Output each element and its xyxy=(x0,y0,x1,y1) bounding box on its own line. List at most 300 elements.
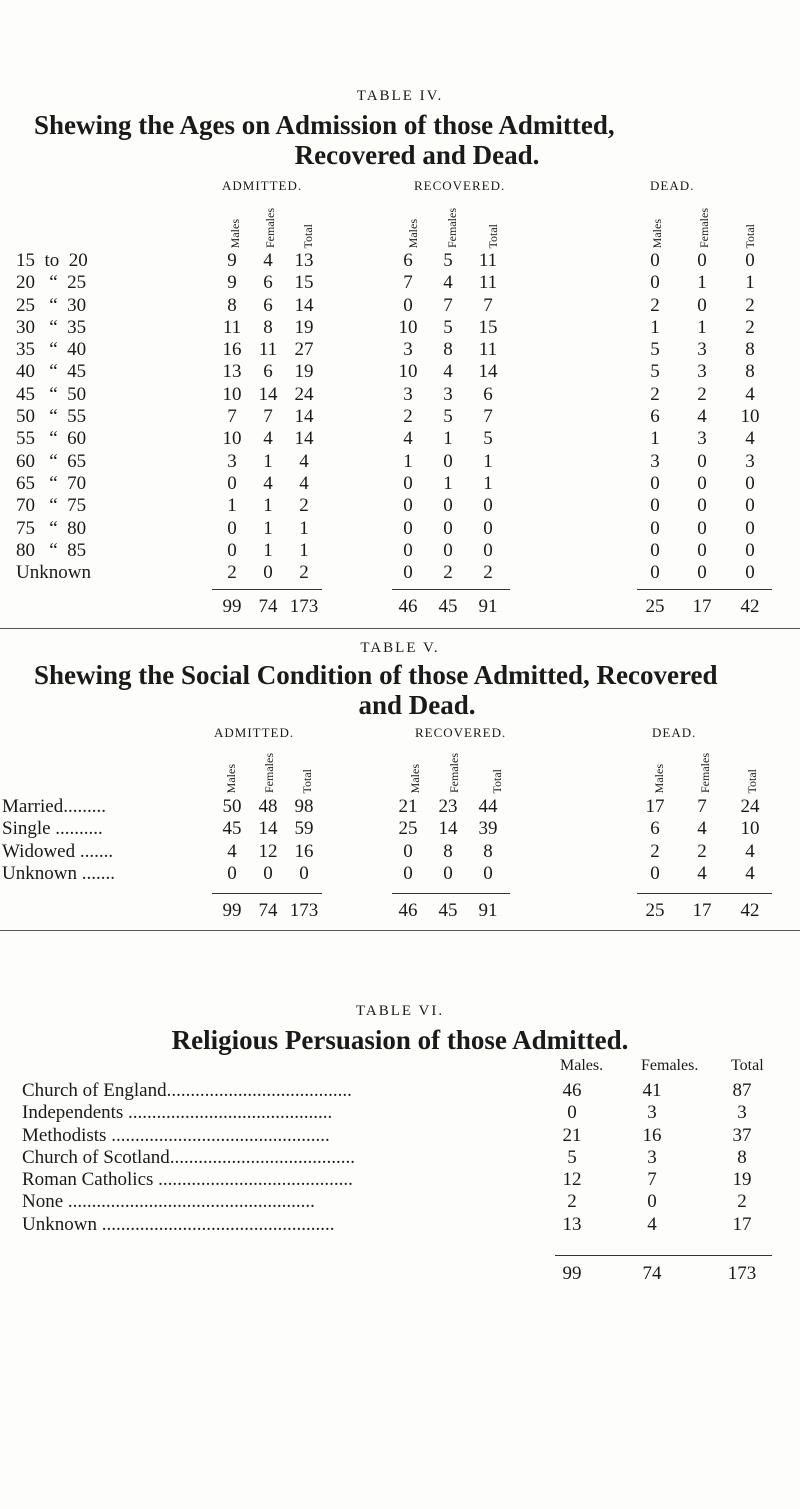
cell-value: 4 xyxy=(299,472,309,494)
cell-value: 0 xyxy=(650,495,660,517)
cell-value: 7 xyxy=(403,272,413,294)
cell-value: 2 xyxy=(483,562,493,584)
cell-value: 44 xyxy=(478,796,498,817)
cell-value: 0 xyxy=(403,294,413,316)
row-label: 75 “ 80 xyxy=(16,517,87,539)
title-line-2: and Dead. xyxy=(358,690,476,720)
cell-value: 1 xyxy=(299,539,309,561)
cell-value: 13 xyxy=(562,1213,582,1235)
cell-value: 1 xyxy=(263,495,273,517)
table-vi-body xyxy=(0,1080,800,1236)
cell-value: 1 xyxy=(299,517,309,539)
row-label: Widowed ....... xyxy=(2,840,114,862)
cell-value: 0 xyxy=(227,862,237,884)
colhead-females: Females xyxy=(262,753,276,793)
colhead-males: Males xyxy=(652,763,666,793)
table-row xyxy=(0,361,800,383)
cell-value: 37 xyxy=(732,1124,752,1146)
cell-value: 3 xyxy=(403,339,413,361)
cell-value: 0 xyxy=(483,517,493,539)
row-label: 30 “ 35 xyxy=(16,316,87,338)
cell-value: 2 xyxy=(299,495,309,517)
cell-value: 5 xyxy=(650,361,660,383)
cell-value: 19 xyxy=(732,1169,752,1191)
cell-value: 1 xyxy=(443,472,453,494)
cell-value: 5 xyxy=(443,316,453,338)
section-divider xyxy=(0,628,800,629)
cell-value: 5 xyxy=(567,1146,577,1168)
cell-value: 24 xyxy=(294,383,314,405)
group-recovered: RECOVERED. xyxy=(414,178,506,193)
cell-value: 4 xyxy=(745,428,755,450)
row-label: 60 “ 65 xyxy=(16,450,87,472)
cell-value: 4 xyxy=(443,361,453,383)
cell-value: 8 xyxy=(443,339,453,361)
table-row xyxy=(0,406,800,428)
row-label: Roman Catholics ......................................... xyxy=(22,1169,353,1191)
table-v-title xyxy=(0,660,800,720)
cell-value: 2 xyxy=(745,294,755,316)
table-row xyxy=(0,250,800,272)
group-admitted: ADMITTED. xyxy=(222,178,303,193)
total-value: 42 xyxy=(740,900,760,921)
cell-value: 14 xyxy=(438,818,458,840)
cell-value: 10 xyxy=(398,361,418,383)
total-value: 46 xyxy=(398,900,418,921)
row-label: 15 to 20 xyxy=(16,250,88,271)
cell-value: 1 xyxy=(650,428,660,450)
cell-value: 4 xyxy=(745,840,755,862)
total-value: 99 xyxy=(222,596,242,617)
row-label: Married......... xyxy=(2,796,106,817)
cell-value: 27 xyxy=(294,339,314,361)
cell-value: 0 xyxy=(697,539,707,561)
total-value: 17 xyxy=(692,596,712,617)
cell-value: 0 xyxy=(443,495,453,517)
cell-value: 0 xyxy=(403,562,413,584)
cell-value: 0 xyxy=(443,450,453,472)
cell-value: 1 xyxy=(403,450,413,472)
cell-value: 11 xyxy=(478,339,498,361)
cell-value: 14 xyxy=(294,294,314,316)
table-v-label xyxy=(0,640,800,657)
cell-value: 0 xyxy=(697,450,707,472)
sum-rule xyxy=(392,589,510,590)
total-value: 46 xyxy=(398,596,418,617)
cell-value: 0 xyxy=(227,472,237,494)
table-v-totals xyxy=(0,900,800,922)
table-row xyxy=(0,317,800,339)
cell-value: 0 xyxy=(650,250,660,271)
total-value: 173 xyxy=(727,1263,757,1284)
table-row xyxy=(0,1191,800,1213)
colhead-total: Total xyxy=(743,223,757,248)
totals-row xyxy=(0,900,800,922)
row-label: 25 “ 30 xyxy=(16,294,87,316)
cell-value: 15 xyxy=(478,316,498,338)
cell-value: 39 xyxy=(478,818,498,840)
cell-value: 0 xyxy=(647,1191,657,1213)
cell-value: 45 xyxy=(222,818,242,840)
cell-value: 2 xyxy=(443,562,453,584)
colhead-males: Males xyxy=(228,218,242,248)
title-line-1: Shewing the Social Condition of those Admitted, Recovered xyxy=(34,660,718,690)
cell-value: 9 xyxy=(227,250,237,271)
cell-value: 4 xyxy=(697,818,707,840)
row-label: 55 “ 60 xyxy=(16,428,87,450)
cell-value: 2 xyxy=(650,383,660,405)
cell-value: 6 xyxy=(650,406,660,428)
sum-rule xyxy=(637,893,772,894)
cell-value: 11 xyxy=(258,339,278,361)
cell-value: 0 xyxy=(403,495,413,517)
table-row xyxy=(0,1080,800,1102)
cell-value: 0 xyxy=(650,562,660,584)
table-row xyxy=(0,495,800,517)
cell-value: 1 xyxy=(483,450,493,472)
table-vi-title xyxy=(0,1025,800,1055)
cell-value: 8 xyxy=(737,1146,747,1168)
cell-value: 6 xyxy=(263,361,273,383)
cell-value: 7 xyxy=(483,406,493,428)
row-label: 80 “ 85 xyxy=(16,539,87,561)
cell-value: 3 xyxy=(737,1102,747,1124)
table-row xyxy=(0,796,800,818)
cell-value: 8 xyxy=(263,316,273,338)
colhead-females: Females. xyxy=(641,1057,699,1074)
total-value: 173 xyxy=(289,596,319,617)
cell-value: 3 xyxy=(443,383,453,405)
cell-value: 0 xyxy=(697,562,707,584)
total-value: 45 xyxy=(438,900,458,921)
total-value: 99 xyxy=(562,1263,582,1284)
cell-value: 98 xyxy=(294,796,314,817)
total-value: 74 xyxy=(642,1263,662,1284)
table-label: TABLE V. xyxy=(360,640,440,656)
cell-value: 0 xyxy=(483,539,493,561)
sum-rule xyxy=(637,589,772,590)
cell-value: 24 xyxy=(740,796,760,817)
cell-value: 4 xyxy=(443,272,453,294)
cell-value: 0 xyxy=(403,539,413,561)
colhead-males: Males xyxy=(408,763,422,793)
cell-value: 1 xyxy=(443,428,453,450)
cell-value: 0 xyxy=(483,495,493,517)
cell-value: 3 xyxy=(697,361,707,383)
cell-value: 8 xyxy=(443,840,453,862)
table-v-body xyxy=(0,796,800,885)
cell-value: 0 xyxy=(403,862,413,884)
cell-value: 19 xyxy=(294,361,314,383)
total-value: 74 xyxy=(258,900,278,921)
cell-value: 2 xyxy=(697,840,707,862)
cell-value: 2 xyxy=(745,316,755,338)
cell-value: 4 xyxy=(745,383,755,405)
cell-value: 2 xyxy=(650,294,660,316)
table-row xyxy=(0,451,800,473)
cell-value: 5 xyxy=(443,406,453,428)
cell-value: 7 xyxy=(443,294,453,316)
cell-value: 10 xyxy=(740,818,760,840)
cell-value: 16 xyxy=(642,1124,662,1146)
cell-value: 1 xyxy=(745,272,755,294)
cell-value: 87 xyxy=(732,1080,752,1101)
cell-value: 5 xyxy=(650,339,660,361)
cell-value: 48 xyxy=(258,796,278,817)
colhead-males: Males xyxy=(224,763,238,793)
cell-value: 5 xyxy=(443,250,453,271)
cell-value: 3 xyxy=(745,450,755,472)
cell-value: 0 xyxy=(745,562,755,584)
table-iv-colheads xyxy=(0,196,800,248)
cell-value: 3 xyxy=(647,1102,657,1124)
cell-value: 2 xyxy=(403,406,413,428)
colhead-total: Total xyxy=(490,768,504,793)
table-v-colheads xyxy=(0,741,800,793)
cell-value: 10 xyxy=(222,428,242,450)
cell-value: 8 xyxy=(745,339,755,361)
row-label: 65 “ 70 xyxy=(16,472,87,494)
row-label: Unknown xyxy=(16,562,91,584)
cell-value: 0 xyxy=(745,539,755,561)
total-value: 25 xyxy=(645,900,665,921)
table-iv-totals xyxy=(0,596,800,618)
cell-value: 17 xyxy=(732,1213,752,1235)
cell-value: 7 xyxy=(227,406,237,428)
cell-value: 1 xyxy=(483,472,493,494)
row-label: Unknown ................................................. xyxy=(22,1213,335,1235)
cell-value: 0 xyxy=(650,517,660,539)
cell-value: 8 xyxy=(227,294,237,316)
table-row xyxy=(0,473,800,495)
cell-value: 12 xyxy=(258,840,278,862)
table-label: TABLE VI. xyxy=(355,1003,445,1019)
colhead-total: Total xyxy=(745,768,759,793)
cell-value: 0 xyxy=(403,840,413,862)
table-row xyxy=(0,1169,800,1191)
table-vi-label xyxy=(0,1003,800,1020)
cell-value: 25 xyxy=(398,818,418,840)
cell-value: 4 xyxy=(227,840,237,862)
cell-value: 1 xyxy=(263,539,273,561)
cell-value: 5 xyxy=(483,428,493,450)
table-row xyxy=(0,1102,800,1124)
row-label: Independents ........................................... xyxy=(22,1102,333,1124)
cell-value: 4 xyxy=(263,428,273,450)
group-recovered: RECOVERED. xyxy=(415,725,507,740)
cell-value: 2 xyxy=(567,1191,577,1213)
totals-row xyxy=(0,1263,800,1285)
total-value: 91 xyxy=(478,596,498,617)
row-label: 20 “ 25 xyxy=(16,272,87,294)
cell-value: 0 xyxy=(227,539,237,561)
table-row xyxy=(0,518,800,540)
table-row xyxy=(0,841,800,863)
cell-value: 0 xyxy=(697,250,707,271)
title: Religious Persuasion of those Admitted. xyxy=(171,1025,629,1055)
row-label: Church of Scotland....................................... xyxy=(22,1146,356,1168)
row-label: 40 “ 45 xyxy=(16,361,87,383)
cell-value: 14 xyxy=(258,383,278,405)
cell-value: 0 xyxy=(697,495,707,517)
cell-value: 1 xyxy=(263,450,273,472)
cell-value: 0 xyxy=(443,517,453,539)
table-iv-label xyxy=(0,88,800,105)
cell-value: 8 xyxy=(745,361,755,383)
table-row xyxy=(0,339,800,361)
cell-value: 0 xyxy=(299,862,309,884)
group-admitted: ADMITTED. xyxy=(214,725,295,740)
cell-value: 15 xyxy=(294,272,314,294)
cell-value: 14 xyxy=(478,361,498,383)
cell-value: 0 xyxy=(650,862,660,884)
colhead-females: Females xyxy=(263,208,277,248)
cell-value: 12 xyxy=(562,1169,582,1191)
group-dead: DEAD. xyxy=(652,725,697,740)
total-value: 91 xyxy=(478,900,498,921)
table-row xyxy=(0,272,800,294)
cell-value: 2 xyxy=(737,1191,747,1213)
row-label: 35 “ 40 xyxy=(16,339,87,361)
table-iv-title xyxy=(0,110,800,170)
cell-value: 2 xyxy=(299,562,309,584)
cell-value: 0 xyxy=(443,862,453,884)
cell-value: 13 xyxy=(294,250,314,271)
colhead-total: Total xyxy=(731,1057,764,1074)
cell-value: 17 xyxy=(645,796,665,817)
cell-value: 7 xyxy=(483,294,493,316)
colhead-females: Females xyxy=(697,208,711,248)
row-label: Church of England....................................... xyxy=(22,1080,352,1101)
cell-value: 41 xyxy=(642,1080,662,1101)
table-label: TABLE IV. xyxy=(356,88,444,104)
table-row xyxy=(0,1147,800,1169)
total-value: 99 xyxy=(222,900,242,921)
cell-value: 0 xyxy=(650,272,660,294)
colhead-females: Females xyxy=(445,208,459,248)
cell-value: 13 xyxy=(222,361,242,383)
cell-value: 14 xyxy=(294,406,314,428)
cell-value: 0 xyxy=(263,562,273,584)
row-label: None .................................................... xyxy=(22,1191,315,1213)
cell-value: 21 xyxy=(398,796,418,817)
cell-value: 14 xyxy=(258,818,278,840)
colhead-females: Females xyxy=(698,753,712,793)
cell-value: 0 xyxy=(745,472,755,494)
cell-value: 2 xyxy=(650,840,660,862)
table-iv-groups xyxy=(0,178,800,196)
cell-value: 59 xyxy=(294,818,314,840)
cell-value: 11 xyxy=(478,272,498,294)
cell-value: 11 xyxy=(478,250,498,271)
cell-value: 0 xyxy=(697,294,707,316)
cell-value: 16 xyxy=(294,840,314,862)
row-label: Single .......... xyxy=(2,818,103,840)
cell-value: 0 xyxy=(227,517,237,539)
cell-value: 21 xyxy=(562,1124,582,1146)
cell-value: 6 xyxy=(483,383,493,405)
row-label: Unknown ....... xyxy=(2,862,115,884)
table-row xyxy=(0,384,800,406)
cell-value: 0 xyxy=(443,539,453,561)
cell-value: 9 xyxy=(227,272,237,294)
colhead-females: Females xyxy=(447,753,461,793)
table-vi-totals xyxy=(0,1263,800,1285)
cell-value: 7 xyxy=(263,406,273,428)
cell-value: 0 xyxy=(483,862,493,884)
row-label: Methodists .............................................. xyxy=(22,1124,330,1146)
cell-value: 4 xyxy=(745,862,755,884)
cell-value: 4 xyxy=(697,406,707,428)
cell-value: 0 xyxy=(403,517,413,539)
cell-value: 4 xyxy=(263,472,273,494)
cell-value: 8 xyxy=(483,840,493,862)
sum-rule xyxy=(212,589,322,590)
cell-value: 1 xyxy=(697,272,707,294)
cell-value: 7 xyxy=(647,1169,657,1191)
cell-value: 0 xyxy=(697,517,707,539)
table-row xyxy=(0,428,800,450)
sum-rule xyxy=(212,893,322,894)
cell-value: 23 xyxy=(438,796,458,817)
cell-value: 4 xyxy=(299,450,309,472)
total-value: 42 xyxy=(740,596,760,617)
cell-value: 19 xyxy=(294,316,314,338)
cell-value: 2 xyxy=(227,562,237,584)
colhead-males: Males xyxy=(406,218,420,248)
cell-value: 0 xyxy=(745,517,755,539)
cell-value: 1 xyxy=(697,316,707,338)
table-row xyxy=(0,1125,800,1147)
group-dead: DEAD. xyxy=(650,178,695,193)
title-line-2: Recovered and Dead. xyxy=(294,140,540,170)
cell-value: 10 xyxy=(740,406,760,428)
cell-value: 7 xyxy=(697,796,707,817)
table-row xyxy=(0,1214,800,1236)
cell-value: 3 xyxy=(697,339,707,361)
cell-value: 1 xyxy=(263,517,273,539)
colhead-total: Total xyxy=(301,223,315,248)
cell-value: 3 xyxy=(650,450,660,472)
cell-value: 2 xyxy=(697,383,707,405)
cell-value: 0 xyxy=(745,250,755,271)
row-label: 45 “ 50 xyxy=(16,383,87,405)
cell-value: 4 xyxy=(263,250,273,271)
cell-value: 3 xyxy=(647,1146,657,1168)
table-row xyxy=(0,818,800,840)
total-value: 45 xyxy=(438,596,458,617)
cell-value: 0 xyxy=(745,495,755,517)
table-iv-body xyxy=(0,250,800,584)
cell-value: 3 xyxy=(697,428,707,450)
cell-value: 10 xyxy=(398,316,418,338)
totals-row xyxy=(0,596,800,618)
table-row xyxy=(0,540,800,562)
table-vi-colheads xyxy=(0,1057,800,1077)
total-value: 17 xyxy=(692,900,712,921)
cell-value: 10 xyxy=(222,383,242,405)
cell-value: 14 xyxy=(294,428,314,450)
cell-value: 0 xyxy=(403,472,413,494)
total-value: 173 xyxy=(289,900,319,921)
cell-value: 4 xyxy=(697,862,707,884)
cell-value: 0 xyxy=(697,472,707,494)
cell-value: 3 xyxy=(227,450,237,472)
cell-value: 0 xyxy=(650,472,660,494)
cell-value: 16 xyxy=(222,339,242,361)
cell-value: 50 xyxy=(222,796,242,817)
colhead-males: Males. xyxy=(560,1057,604,1074)
